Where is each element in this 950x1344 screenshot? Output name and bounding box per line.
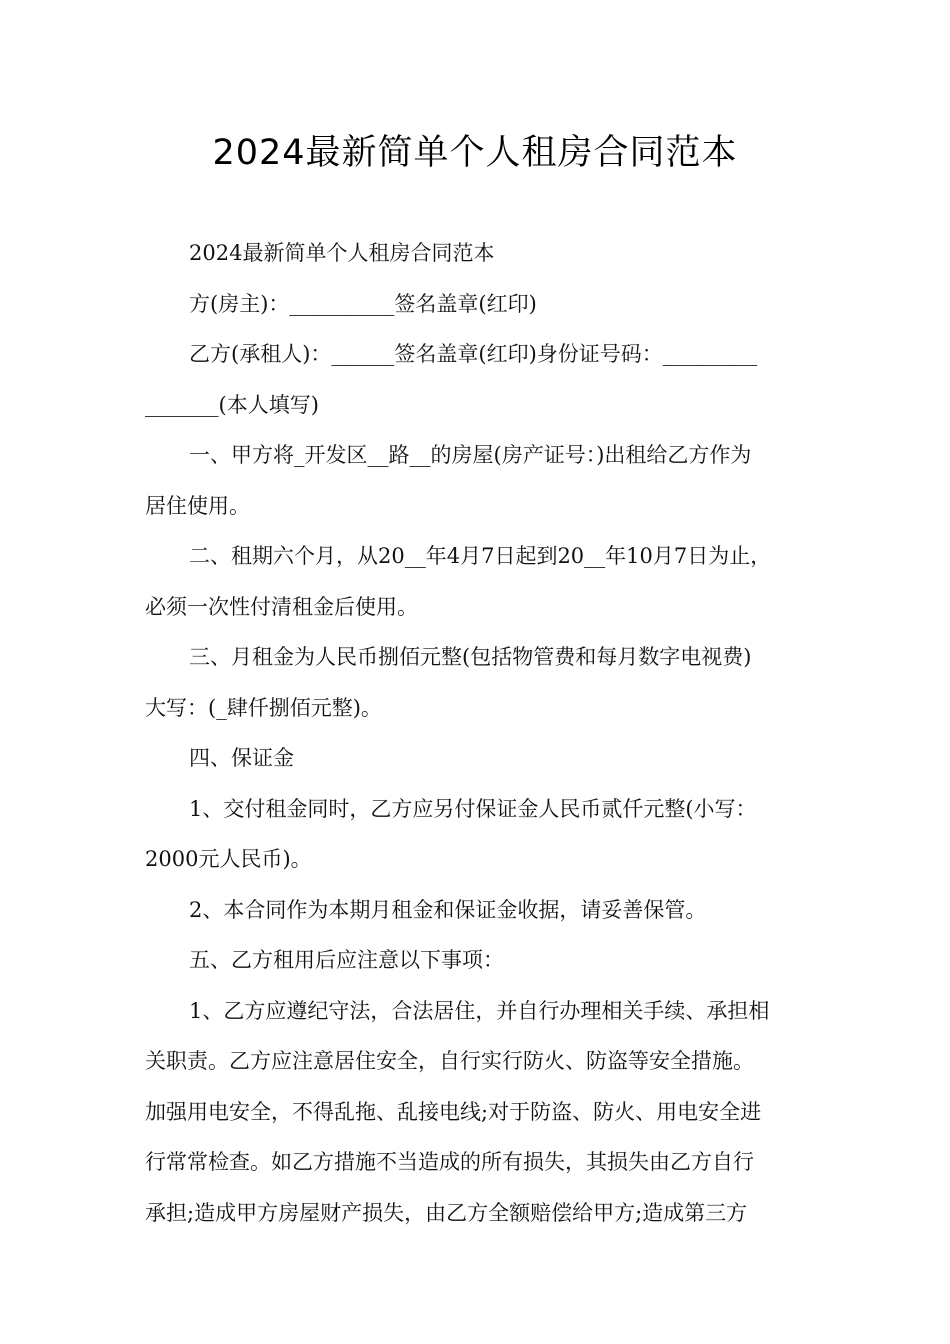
body-line-clause-5-1-cont-a: 关职责。乙方应注意居住安全，自行实行防火、防盗等安全措施。 [145, 1049, 754, 1073]
body-line-clause-5-1-cont-c: 行常常检查。如乙方措施不当造成的所有损失，其损失由乙方自行 [145, 1150, 754, 1174]
body-line-clause-5-1: 1、乙方应遵纪守法，合法居住，并自行办理相关手续、承担相 [189, 998, 770, 1023]
body-line-clause-1: 一、甲方将_开发区__路__的房屋(房产证号：)出租给乙方作为 [189, 443, 752, 467]
body-line-tenant-cont: _______(本人填写) [145, 392, 319, 417]
body-line-subtitle: 2024最新简单个人租房合同范本 [189, 241, 495, 265]
body-line-clause-5: 五、乙方租用后应注意以下事项： [189, 948, 504, 972]
document-title: 2024最新简单个人租房合同范本 [212, 133, 738, 173]
body-line-clause-4-1-cont: 2000元人民币)。 [145, 847, 312, 871]
body-line-clause-2: 二、租期六个月，从20__年4月7日起到20__年10月7日为止， [189, 544, 772, 568]
body-line-clause-2-cont: 必须一次性付清租金后使用。 [145, 594, 418, 619]
body-line-clause-4-1: 1、交付租金同时，乙方应另付保证金人民币贰仟元整(小写： [189, 796, 757, 821]
body-line-landlord: 方(房主)：__________签名盖章(红印) [189, 291, 537, 316]
document-body [145, 228, 810, 1238]
body-line-clause-3-cont: 大写：(_肆仟捌佰元整)。 [145, 695, 382, 720]
body-line-clause-1-cont: 居住使用。 [145, 493, 250, 518]
body-line-clause-3: 三、月租金为人民币捌佰元整(包括物管费和每月数字电视费) [189, 645, 752, 669]
body-line-clause-4: 四、保证金 [189, 746, 294, 770]
body-line-clause-5-1-cont-d: 承担;造成甲方房屋财产损失，由乙方全额赔偿给甲方;造成第三方 [145, 1200, 748, 1225]
body-line-clause-4-2: 2、本合同作为本期月租金和保证金收据，请妥善保管。 [189, 897, 707, 922]
body-line-clause-5-1-cont-b: 加强用电安全，不得乱拖、乱接电线;对于防盗、防火、用电安全进 [145, 1099, 762, 1124]
body-line-tenant: 乙方(承租人)：______签名盖章(红印)身份证号码：_________ [189, 342, 758, 366]
